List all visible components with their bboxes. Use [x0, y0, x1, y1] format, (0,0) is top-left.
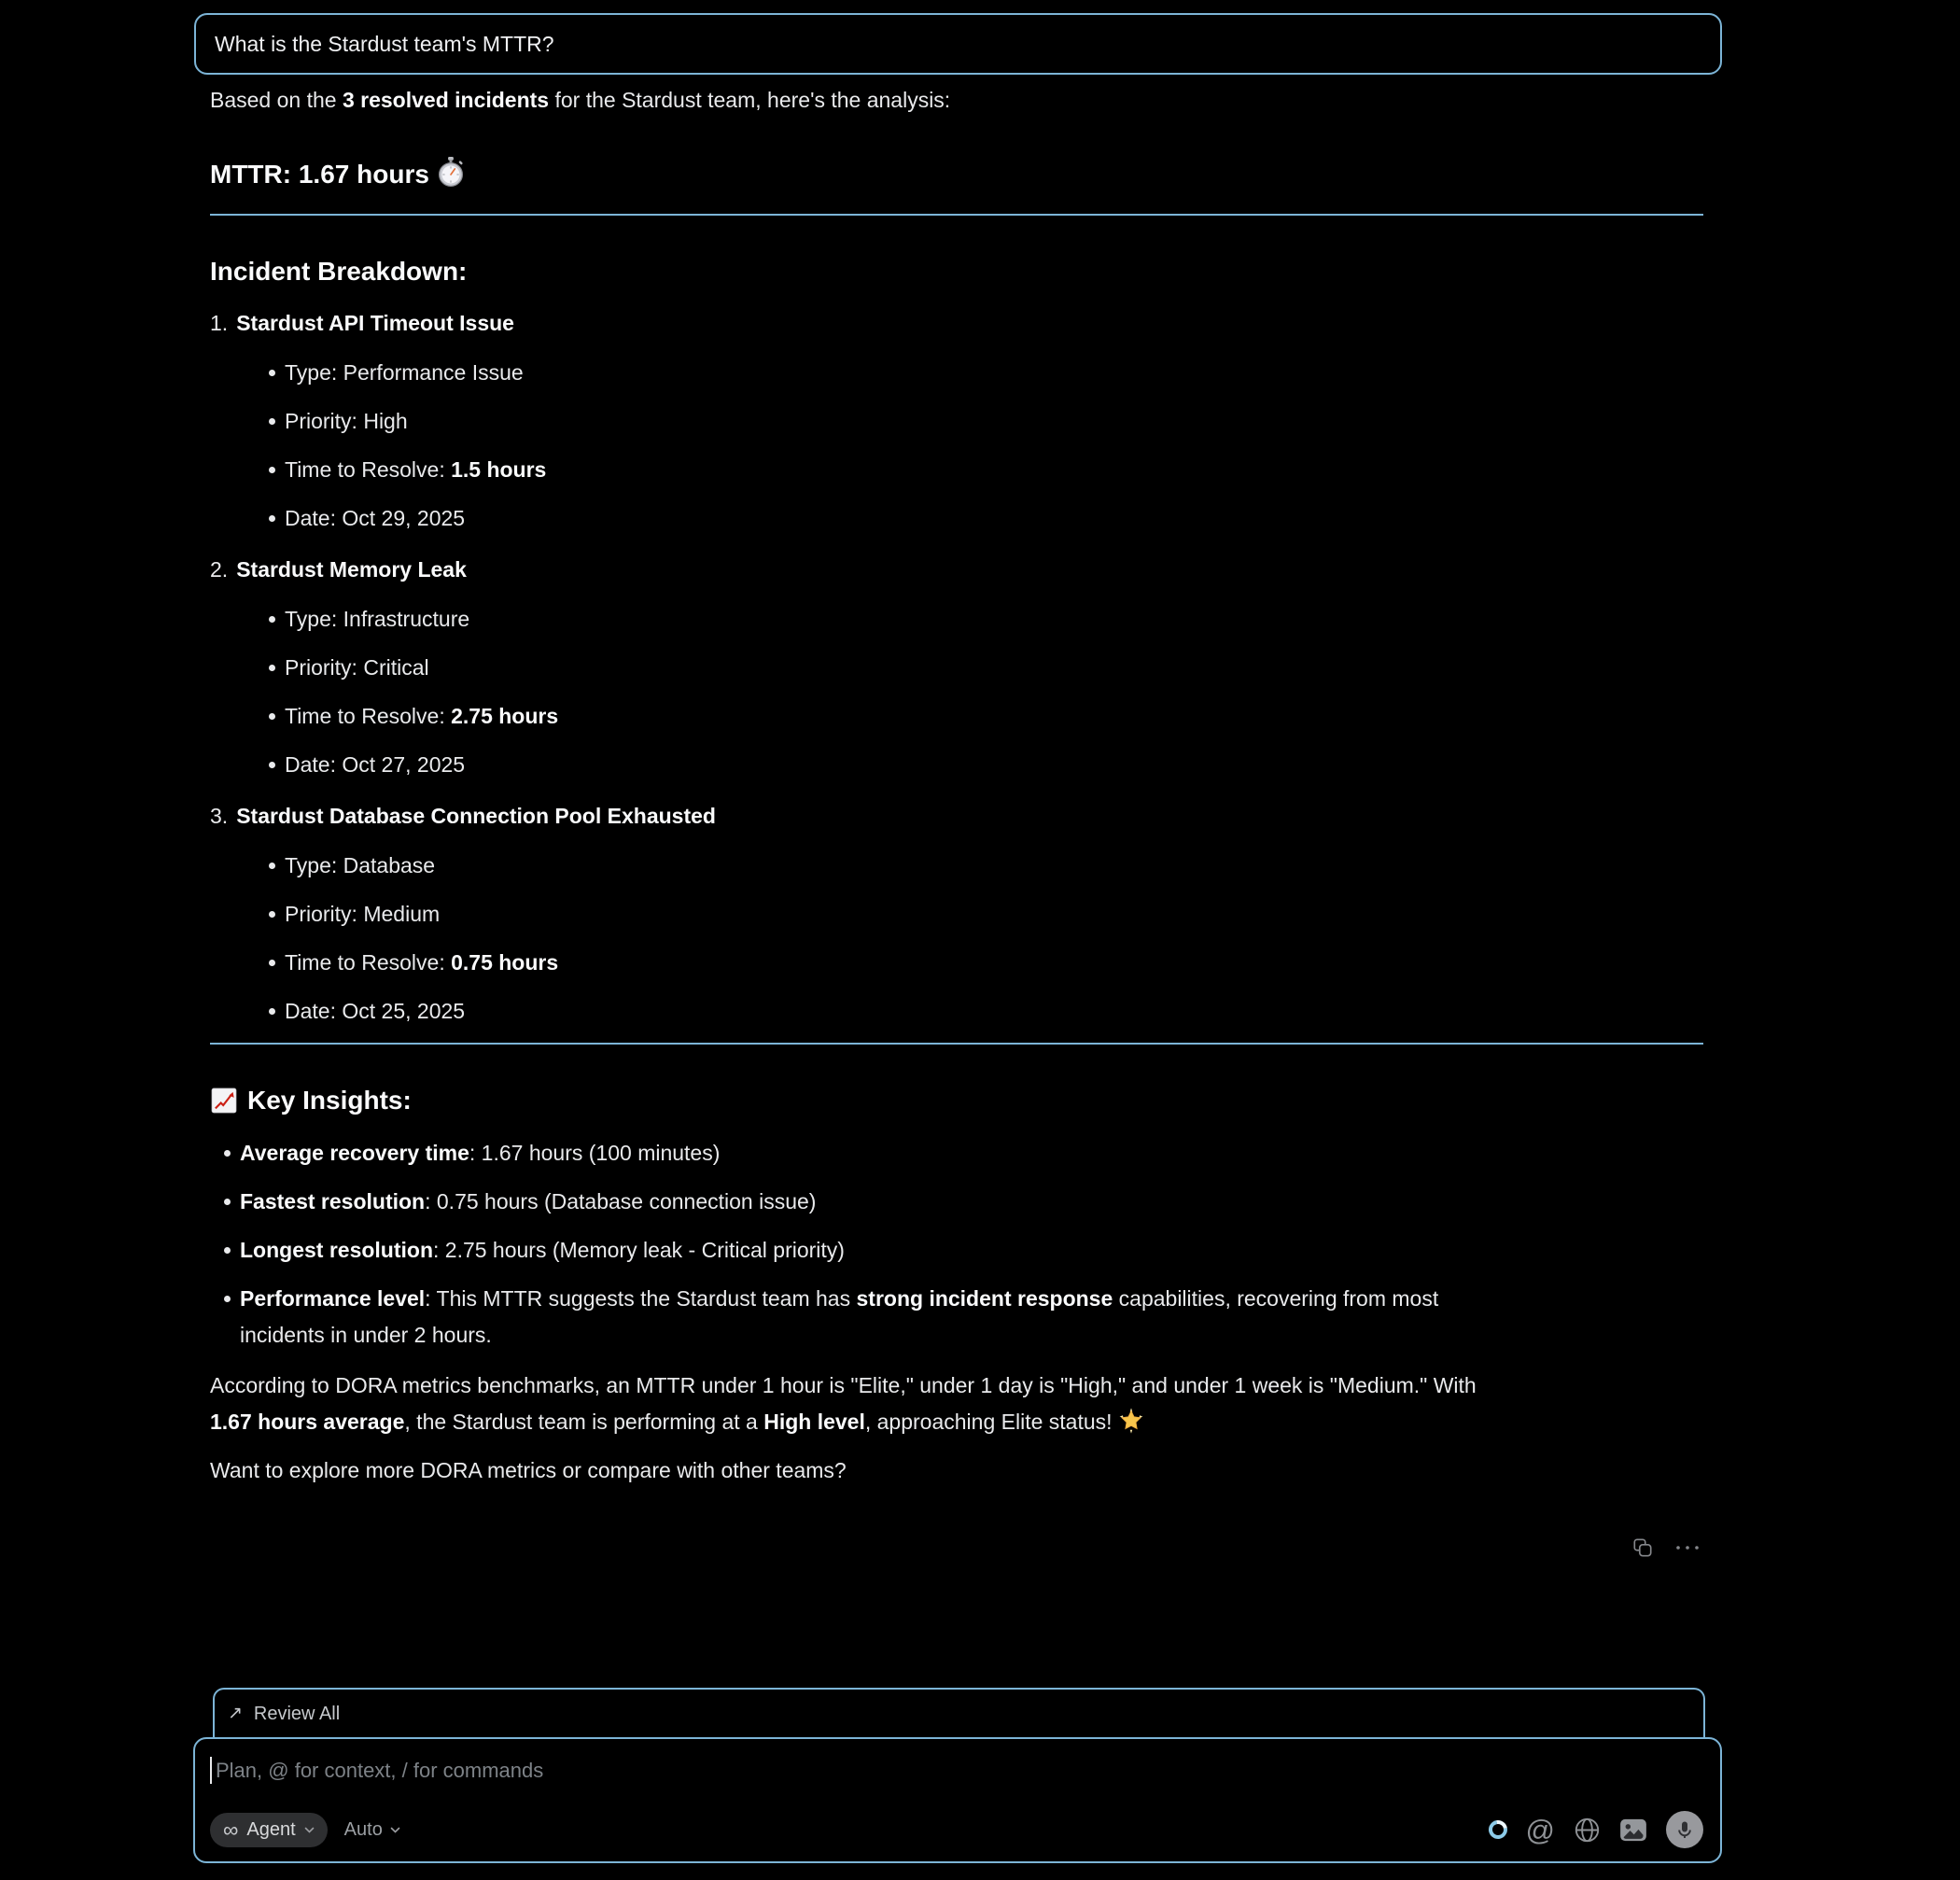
incident-bullet	[285, 452, 1741, 488]
usage-ring-icon[interactable]	[1485, 1817, 1511, 1843]
dora-text: , approaching Elite status!	[864, 1410, 1118, 1434]
bullet-text: Date: Oct 27, 2025	[285, 752, 466, 777]
insight-bullet	[240, 1281, 1741, 1354]
bullet-text: Priority: High	[285, 409, 408, 433]
incident-bullet	[285, 650, 1741, 686]
bullet-text: Type: Infrastructure	[285, 607, 470, 631]
incident-title-text: Stardust Memory Leak	[236, 557, 467, 582]
incident-number: 2.	[210, 557, 229, 582]
bullet-text: Type: Performance Issue	[285, 360, 524, 385]
incident-title	[210, 307, 1741, 339]
intro-paragraph	[210, 82, 1741, 119]
incident-item	[210, 307, 1741, 537]
incident-bullet	[285, 403, 1741, 440]
insight-bold: Performance level	[240, 1286, 426, 1311]
text-caret	[210, 1757, 212, 1784]
insight-bold: strong incident response	[856, 1286, 1113, 1311]
insight-text: incidents in under 2 hours.	[240, 1323, 492, 1347]
bullet-text: Time to Resolve:	[285, 950, 452, 975]
insight-bullet	[240, 1184, 1741, 1220]
insight-bold: Longest resolution	[240, 1238, 433, 1262]
insight-bullet	[240, 1232, 1741, 1269]
bullet-bold: 0.75 hours	[451, 950, 559, 975]
composer-input[interactable]	[210, 1757, 1703, 1784]
insight-text: capabilities, recovering from most	[1113, 1286, 1439, 1311]
agent-mode-label: Agent	[246, 1818, 296, 1840]
arrow-up-right-icon: ↗	[228, 1704, 243, 1723]
microphone-button[interactable]	[1666, 1811, 1703, 1848]
incident-bullet	[285, 698, 1741, 735]
review-all-label: Review All	[253, 1704, 341, 1724]
intro-bold: 3 resolved incidents	[342, 88, 550, 112]
bullet-text: Date: Oct 25, 2025	[285, 999, 466, 1023]
user-message-text: What is the Stardust team's MTTR?	[215, 31, 554, 56]
more-options-button[interactable]	[1672, 1541, 1703, 1554]
incident-number: 3.	[210, 804, 229, 828]
insight-bullet	[240, 1135, 1741, 1171]
insight-bold: Fastest resolution	[240, 1189, 426, 1214]
key-insights-heading-text: Key Insights:	[247, 1086, 412, 1115]
bullet-text: Date: Oct 29, 2025	[285, 506, 466, 530]
incident-title-text: Stardust API Timeout Issue	[236, 311, 514, 335]
copy-icon	[1632, 1537, 1653, 1558]
incident-bullet	[285, 500, 1741, 537]
message-actions	[1629, 1534, 1703, 1562]
bullet-text: Type: Database	[285, 853, 436, 877]
image-attach-icon[interactable]	[1619, 1818, 1647, 1842]
composer	[193, 1737, 1722, 1863]
assistant-message	[210, 82, 1741, 1489]
dora-paragraph	[210, 1368, 1741, 1440]
incident-title-text: Stardust Database Connection Pool Exhausted	[236, 804, 716, 828]
composer-toolbar-left	[210, 1813, 400, 1847]
model-label: Auto	[343, 1818, 383, 1840]
incident-title	[210, 554, 1741, 585]
stopwatch-emoji-icon	[437, 157, 465, 188]
bullet-text: Priority: Medium	[285, 902, 441, 926]
bullet-bold: 2.75 hours	[451, 704, 559, 728]
followup-question: Want to explore more DORA metrics or compare with other teams?	[210, 1458, 847, 1482]
insight-text: : 1.67 hours (100 minutes)	[469, 1141, 721, 1165]
chart-increasing-emoji-icon	[210, 1087, 238, 1115]
incident-bullet	[285, 993, 1741, 1030]
incident-breakdown-heading: Incident Breakdown:	[210, 257, 468, 286]
intro-text: for the Stardust team, here's the analysis:	[549, 88, 951, 112]
at-mention-icon[interactable]: @	[1525, 1813, 1555, 1846]
incident-bullet	[285, 896, 1741, 933]
mttr-heading	[210, 156, 1741, 193]
incident-bullet	[285, 848, 1741, 884]
mttr-heading-text: MTTR: 1.67 hours	[210, 160, 429, 189]
incident-item	[210, 554, 1741, 783]
user-message[interactable]	[194, 13, 1722, 75]
incident-bullet	[285, 747, 1741, 783]
copy-button[interactable]	[1629, 1534, 1657, 1562]
bullet-bold: 1.5 hours	[451, 457, 547, 482]
key-insights-heading	[210, 1082, 1741, 1119]
composer-placeholder: Plan, @ for context, / for commands	[216, 1758, 544, 1782]
review-all-bar[interactable]	[213, 1688, 1705, 1744]
composer-toolbar-right	[1489, 1811, 1703, 1848]
insight-text: : 2.75 hours (Memory leak - Critical priority)	[433, 1238, 845, 1262]
dora-text: , the Stardust team is performing at a	[404, 1410, 764, 1434]
incident-bullet-list	[285, 601, 1741, 783]
ellipsis-icon	[1675, 1545, 1700, 1550]
incident-number: 1.	[210, 311, 229, 335]
bullet-text: Time to Resolve:	[285, 704, 452, 728]
dora-bold: 1.67 hours average	[210, 1410, 405, 1434]
incident-title	[210, 800, 1741, 832]
incident-item	[210, 800, 1741, 1030]
composer-toolbar	[210, 1811, 1703, 1848]
dora-text: According to DORA metrics benchmarks, an MTTR under 1 hour is "Elite," under 1 day is "High," and under 1 week is "Medium." With	[210, 1373, 1477, 1397]
insight-text: : 0.75 hours (Database connection issue)	[425, 1189, 817, 1214]
incident-bullet	[285, 601, 1741, 638]
incident-bullet-list	[285, 355, 1741, 537]
intro-text: Based on the	[210, 88, 343, 112]
incident-bullet-list	[285, 848, 1741, 1030]
agent-mode-dropdown[interactable]	[210, 1813, 328, 1847]
incident-bullet	[285, 355, 1741, 391]
insight-bold: Average recovery time	[240, 1141, 469, 1165]
section-divider	[210, 1043, 1703, 1045]
infinity-icon: ∞	[223, 1817, 239, 1842]
model-dropdown[interactable]	[344, 1819, 400, 1841]
microphone-icon	[1673, 1818, 1696, 1841]
bullet-text: Time to Resolve:	[285, 457, 452, 482]
chevron-down-icon	[304, 1827, 315, 1833]
key-insights-list	[240, 1135, 1741, 1354]
insight-text: : This MTTR suggests the Stardust team has	[425, 1286, 857, 1311]
incident-bullet	[285, 945, 1741, 981]
web-globe-icon[interactable]	[1574, 1817, 1601, 1844]
bullet-text: Priority: Critical	[285, 655, 429, 680]
dora-bold: High level	[763, 1410, 865, 1434]
chevron-down-icon	[390, 1827, 400, 1833]
glowing-star-emoji-icon	[1118, 1408, 1144, 1434]
section-divider	[210, 214, 1703, 216]
